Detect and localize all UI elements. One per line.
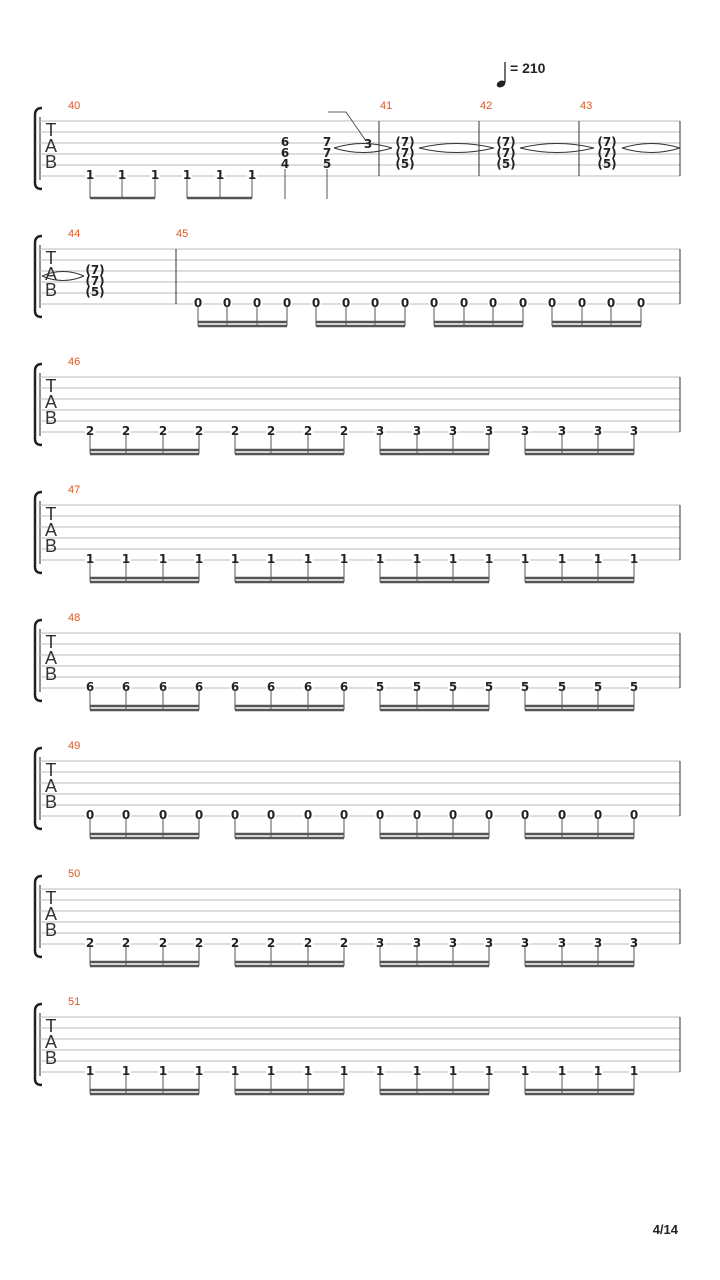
fret-number: 3 — [557, 424, 567, 438]
page-number: 4/14 — [652, 1222, 678, 1237]
tie-arc — [520, 148, 594, 153]
fret-number: 1 — [230, 552, 240, 566]
fret-number: 1 — [266, 552, 276, 566]
fret-number: 0 — [311, 296, 321, 310]
fret-number: 5 — [484, 680, 494, 694]
tie-arc — [520, 144, 594, 149]
fret-number: 0 — [629, 808, 639, 822]
tab-clef-letter: A — [44, 136, 58, 156]
fret-number: 1 — [215, 168, 225, 182]
measure-number: 40 — [68, 100, 81, 112]
fret-number: 0 — [158, 808, 168, 822]
fret-number: 1 — [593, 552, 603, 566]
tab-clef-letter: A — [44, 648, 58, 668]
system-bracket — [35, 364, 42, 445]
fret-number: 5 — [322, 157, 332, 171]
tempo-marking: = 210 — [510, 60, 546, 76]
fret-number: 0 — [593, 808, 603, 822]
measure-number: 50 — [68, 868, 81, 880]
measure-number: 47 — [68, 484, 81, 496]
measure-number: 49 — [68, 740, 81, 752]
fret-number: 0 — [85, 808, 95, 822]
tuplet-number: 3 — [363, 137, 373, 151]
measure-number: 44 — [68, 228, 81, 240]
tab-clef-letter: B — [44, 1048, 58, 1068]
fret-number: 6 — [85, 680, 95, 694]
fret-number: (7) — [395, 146, 415, 160]
fret-number: 6 — [280, 135, 290, 149]
fret-number: 2 — [121, 936, 131, 950]
fret-number: 7 — [322, 135, 332, 149]
tuplet-bracket — [328, 112, 366, 141]
system-bracket — [35, 236, 42, 317]
tab-clef-letter: A — [44, 264, 58, 284]
fret-number: 1 — [85, 552, 95, 566]
fret-number: 6 — [158, 680, 168, 694]
system-bracket — [35, 876, 42, 957]
system-bracket — [35, 492, 42, 573]
fret-number: 2 — [158, 936, 168, 950]
fret-number: 0 — [341, 296, 351, 310]
fret-number: 1 — [303, 1064, 313, 1078]
fret-number: 1 — [339, 552, 349, 566]
tab-clef-letter: B — [44, 280, 58, 300]
fret-number: 1 — [375, 1064, 385, 1078]
fret-number: 3 — [448, 936, 458, 950]
fret-number: 0 — [282, 296, 292, 310]
fret-number: 3 — [412, 424, 422, 438]
fret-number: 2 — [266, 424, 276, 438]
system-bracket — [35, 108, 42, 189]
fret-number: 5 — [557, 680, 567, 694]
fret-number: 1 — [520, 552, 530, 566]
fret-number: 3 — [629, 424, 639, 438]
tab-clef-letter: A — [44, 776, 58, 796]
fret-number: 0 — [518, 296, 528, 310]
measure-number: 41 — [380, 100, 393, 112]
tab-system — [35, 868, 680, 966]
fret-number: 0 — [557, 808, 567, 822]
fret-number: 1 — [448, 1064, 458, 1078]
fret-number: 3 — [593, 424, 603, 438]
fret-number: 3 — [557, 936, 567, 950]
fret-number: 2 — [194, 424, 204, 438]
fret-number: 0 — [448, 808, 458, 822]
fret-number: 0 — [266, 808, 276, 822]
fret-number: 0 — [370, 296, 380, 310]
fret-number: 2 — [303, 424, 313, 438]
tab-clef-letter: T — [45, 248, 57, 268]
fret-number: 1 — [484, 1064, 494, 1078]
fret-number: 1 — [85, 1064, 95, 1078]
fret-number: 1 — [484, 552, 494, 566]
fret-number: 6 — [121, 680, 131, 694]
fret-number: 5 — [520, 680, 530, 694]
fret-number: 3 — [593, 936, 603, 950]
tab-clef-letter: B — [44, 920, 58, 940]
tab-clef-letter: T — [45, 376, 57, 396]
tab-clef-letter: T — [45, 504, 57, 524]
fret-number: 6 — [266, 680, 276, 694]
fret-number: 6 — [230, 680, 240, 694]
fret-number: 1 — [629, 1064, 639, 1078]
fret-number: (7) — [597, 135, 617, 149]
measure-number: 48 — [68, 612, 81, 624]
fret-number: 1 — [412, 552, 422, 566]
fret-number: 6 — [194, 680, 204, 694]
fret-number: 5 — [448, 680, 458, 694]
fret-number: 1 — [158, 1064, 168, 1078]
fret-number: (7) — [496, 146, 516, 160]
fret-number: 5 — [629, 680, 639, 694]
fret-number: 4 — [280, 157, 290, 171]
tab-clef-letter: B — [44, 792, 58, 812]
fret-number: 1 — [412, 1064, 422, 1078]
fret-number: 0 — [375, 808, 385, 822]
fret-number: 2 — [121, 424, 131, 438]
fret-number: (7) — [85, 274, 105, 288]
tab-clef-letter: A — [44, 904, 58, 924]
fret-number: 1 — [194, 552, 204, 566]
fret-number: 1 — [448, 552, 458, 566]
fret-number: 3 — [375, 936, 385, 950]
tab-clef-letter: T — [45, 120, 57, 140]
measure-number: 46 — [68, 356, 81, 368]
tie-arc — [419, 144, 494, 149]
fret-number: 0 — [121, 808, 131, 822]
measure-number: 42 — [480, 100, 493, 112]
fret-number: 0 — [606, 296, 616, 310]
fret-number: 0 — [222, 296, 232, 310]
fret-number: 1 — [557, 1064, 567, 1078]
fret-number: 0 — [459, 296, 469, 310]
fret-number: 2 — [230, 936, 240, 950]
tab-system — [35, 612, 680, 710]
measure-number: 43 — [580, 100, 593, 112]
fret-number: 2 — [230, 424, 240, 438]
fret-number: 1 — [194, 1064, 204, 1078]
fret-number: 2 — [266, 936, 276, 950]
fret-number: 0 — [547, 296, 557, 310]
fret-number: 1 — [303, 552, 313, 566]
tab-system — [35, 484, 680, 582]
fret-number: 1 — [339, 1064, 349, 1078]
fret-number: 0 — [577, 296, 587, 310]
fret-number: 1 — [121, 1064, 131, 1078]
fret-number: 6 — [303, 680, 313, 694]
fret-number: 0 — [194, 808, 204, 822]
fret-number: 1 — [182, 168, 192, 182]
fret-number: (7) — [597, 146, 617, 160]
tab-system — [35, 740, 680, 838]
system-bracket — [35, 748, 42, 829]
fret-number: (7) — [85, 263, 105, 277]
tab-clef-letter: A — [44, 1032, 58, 1052]
tab-system — [35, 228, 680, 326]
fret-number: 3 — [412, 936, 422, 950]
tab-clef-letter: T — [45, 632, 57, 652]
tab-clef-letter: B — [44, 664, 58, 684]
tie-arc — [622, 144, 680, 149]
tab-system — [35, 100, 680, 199]
fret-number: 0 — [484, 808, 494, 822]
fret-number: 2 — [85, 936, 95, 950]
system-bracket — [35, 1004, 42, 1085]
tie-arc — [622, 148, 680, 153]
fret-number: 5 — [375, 680, 385, 694]
fret-number: 1 — [375, 552, 385, 566]
fret-number: 1 — [230, 1064, 240, 1078]
fret-number: 2 — [339, 424, 349, 438]
fret-number: 3 — [629, 936, 639, 950]
fret-number: (5) — [85, 285, 105, 299]
fret-number: 0 — [488, 296, 498, 310]
fret-number: 1 — [121, 552, 131, 566]
fret-number: 1 — [158, 552, 168, 566]
fret-number: 1 — [247, 168, 257, 182]
measure-number: 45 — [176, 228, 189, 240]
fret-number: 5 — [412, 680, 422, 694]
fret-number: (7) — [395, 135, 415, 149]
fret-number: (5) — [496, 157, 516, 171]
fret-number: 1 — [117, 168, 127, 182]
fret-number: 3 — [520, 936, 530, 950]
tab-clef-letter: B — [44, 536, 58, 556]
fret-number: 3 — [448, 424, 458, 438]
fret-number: (5) — [395, 157, 415, 171]
fret-number: 3 — [520, 424, 530, 438]
fret-number: 1 — [85, 168, 95, 182]
fret-number: 2 — [194, 936, 204, 950]
tab-system — [35, 356, 680, 454]
tab-clef-letter: B — [44, 408, 58, 428]
fret-number: 1 — [629, 552, 639, 566]
fret-number: 2 — [339, 936, 349, 950]
tab-system — [35, 996, 680, 1094]
fret-number: 2 — [158, 424, 168, 438]
fret-number: 1 — [150, 168, 160, 182]
fret-number: 0 — [429, 296, 439, 310]
tab-clef-letter: T — [45, 760, 57, 780]
fret-number: 2 — [85, 424, 95, 438]
fret-number: 0 — [400, 296, 410, 310]
fret-number: 0 — [303, 808, 313, 822]
fret-number: 2 — [303, 936, 313, 950]
system-bracket — [35, 620, 42, 701]
fret-number: 0 — [339, 808, 349, 822]
fret-number: 6 — [280, 146, 290, 160]
fret-number: 0 — [193, 296, 203, 310]
fret-number: 0 — [230, 808, 240, 822]
measure-number: 51 — [68, 996, 81, 1008]
tab-clef-letter: A — [44, 392, 58, 412]
fret-number: 3 — [375, 424, 385, 438]
fret-number: 0 — [636, 296, 646, 310]
fret-number: 1 — [557, 552, 567, 566]
fret-number: 1 — [520, 1064, 530, 1078]
fret-number: 6 — [339, 680, 349, 694]
quarter-note-icon — [496, 62, 507, 89]
fret-number: 7 — [322, 146, 332, 160]
fret-number: 1 — [593, 1064, 603, 1078]
fret-number: 5 — [593, 680, 603, 694]
tab-clef-letter: A — [44, 520, 58, 540]
fret-number: (5) — [597, 157, 617, 171]
fret-number: 3 — [484, 936, 494, 950]
tab-clef-letter: T — [45, 888, 57, 908]
fret-number: 0 — [412, 808, 422, 822]
fret-number: 1 — [266, 1064, 276, 1078]
fret-number: 3 — [484, 424, 494, 438]
fret-number: (7) — [496, 135, 516, 149]
fret-number: 0 — [252, 296, 262, 310]
tie-arc — [419, 148, 494, 153]
tab-clef-letter: T — [45, 1016, 57, 1036]
fret-number: 0 — [520, 808, 530, 822]
tab-clef-letter: B — [44, 152, 58, 172]
